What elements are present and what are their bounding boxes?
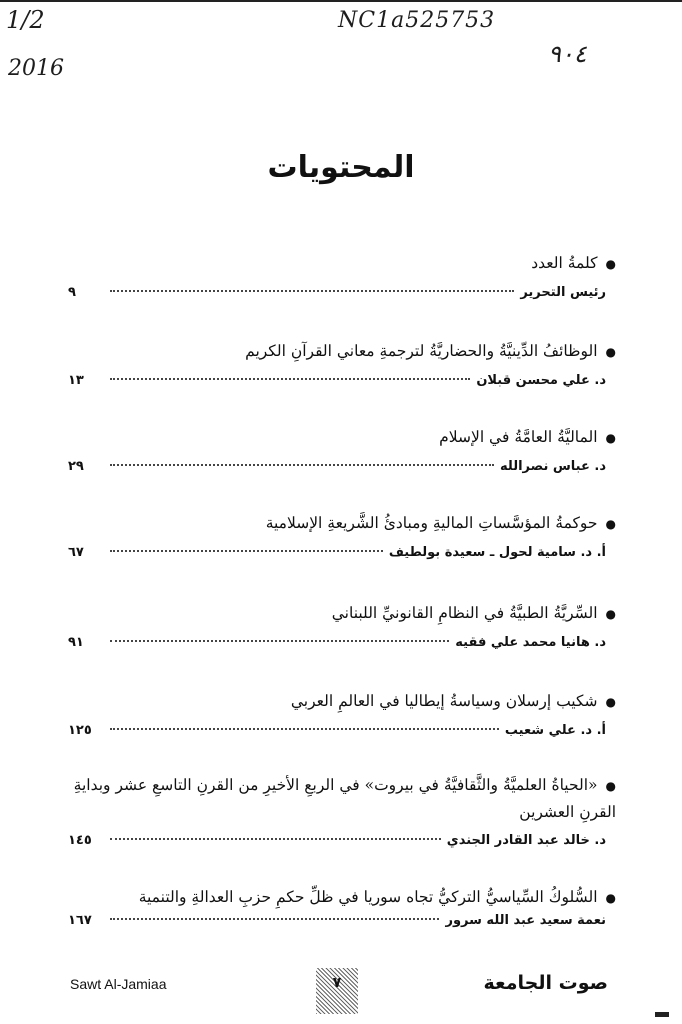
toc-entry bbox=[68, 884, 616, 928]
bullet-icon: ● bbox=[605, 695, 616, 709]
entry-author: رئيس التحرير bbox=[520, 285, 606, 300]
entry-title: ●شكيب إرسلان وسياسةُ إيطاليا في العالمِ العربي bbox=[290, 692, 616, 710]
top-rule bbox=[0, 0, 682, 2]
bullet-icon: ● bbox=[605, 257, 616, 271]
bullet-icon: ● bbox=[605, 517, 616, 531]
leader-dots bbox=[110, 838, 441, 840]
handwritten-fraction: 1/2 bbox=[6, 6, 45, 34]
entry-page-number: ١٢٥ bbox=[68, 723, 92, 738]
footer-journal-name-arabic: صوت الجامعة bbox=[483, 972, 608, 994]
toc-entry bbox=[68, 510, 616, 560]
bullet-icon: ● bbox=[605, 779, 616, 793]
toc-entry bbox=[68, 600, 616, 650]
bullet-icon: ● bbox=[605, 607, 616, 621]
entry-title: ●حوكمةُ المؤسَّساتِ الماليةِ ومبادئُ الشَّريعةِ الإسلامية bbox=[265, 514, 616, 532]
entry-author: نعمة سعيد عبد الله سرور bbox=[445, 913, 606, 928]
bullet-icon: ● bbox=[605, 431, 616, 445]
entry-author: د. علي محسن قبلان bbox=[476, 373, 606, 388]
entry-author-line bbox=[68, 723, 616, 738]
toc-entry bbox=[68, 424, 616, 474]
entry-page-number: ٩ bbox=[68, 285, 76, 300]
entry-author: د. عباس نصرالله bbox=[500, 459, 606, 474]
entry-page-number: ٢٩ bbox=[68, 459, 84, 474]
entry-page-number: ١٦٧ bbox=[68, 913, 92, 928]
leader-dots bbox=[110, 640, 449, 642]
leader-dots bbox=[110, 464, 494, 466]
toc-entry bbox=[68, 772, 616, 848]
entry-title: ●«الحياةُ العلميَّةُ والثَّقافيَّةُ في بيروت» في الربعِ الأخيرِ من القرنِ التاسعِ عشر وبدايةِ القرنِ العشرين bbox=[73, 776, 616, 821]
entry-author: أ. د. سامية لحول ـ سعيدة بولطيف bbox=[388, 545, 606, 560]
bullet-icon: ● bbox=[605, 345, 616, 359]
entry-title: ●السِّريَّةُ الطبيَّةُ في النظامِ القانونيِّ اللبناني bbox=[331, 604, 616, 622]
entry-title: ●كلمةُ العدد bbox=[531, 254, 616, 272]
entry-page-number: ٩١ bbox=[68, 635, 84, 650]
entry-author-line bbox=[68, 373, 616, 388]
page-title: المحتويات bbox=[267, 150, 415, 185]
leader-dots bbox=[110, 728, 499, 730]
toc-entry bbox=[68, 688, 616, 738]
handwritten-call-number: NC1a525753 bbox=[338, 8, 496, 33]
entry-author: د. خالد عبد القادر الجندي bbox=[446, 833, 606, 848]
entry-page-number: ١٣ bbox=[68, 373, 84, 388]
entry-title: ●الماليَّةُ العامَّةُ في الإسلام bbox=[439, 428, 616, 446]
entry-page-number: ١٤٥ bbox=[68, 833, 92, 848]
entry-author: أ. د. علي شعيب bbox=[504, 723, 606, 738]
entry-author-line bbox=[68, 459, 616, 474]
entry-author-line bbox=[68, 913, 616, 928]
footer-page-number: ٧ bbox=[316, 968, 358, 1014]
handwritten-year: 2016 bbox=[8, 56, 64, 81]
entry-author-line bbox=[68, 545, 616, 560]
corner-mark bbox=[655, 1012, 669, 1017]
leader-dots bbox=[110, 918, 439, 920]
toc-entry bbox=[68, 250, 616, 300]
entry-author-line bbox=[68, 635, 616, 650]
entry-author-line bbox=[68, 833, 616, 848]
leader-dots bbox=[110, 550, 383, 552]
toc-entry bbox=[68, 338, 616, 388]
entry-title: ●الوظائفُ الدِّينيَّةُ والحضاريَّةُ لترجمةِ معاني القرآنِ الكريم bbox=[245, 342, 616, 360]
handwritten-shelf-mark: ٩٠٤ bbox=[548, 40, 587, 68]
leader-dots bbox=[110, 290, 514, 292]
entry-author: د. هانيا محمد علي فقيه bbox=[455, 635, 606, 650]
bullet-icon: ● bbox=[605, 891, 616, 905]
footer-journal-name-latin: Sawt Al-Jamiaa bbox=[70, 976, 167, 992]
leader-dots bbox=[110, 378, 470, 380]
entry-title: ●السُّلوكُ السِّياسيُّ التركيُّ تجاه سوريا في ظلِّ حكمِ حزبِ العدالةِ والتنمية bbox=[138, 888, 616, 906]
entry-page-number: ٦٧ bbox=[68, 545, 84, 560]
entry-author-line bbox=[68, 285, 616, 300]
